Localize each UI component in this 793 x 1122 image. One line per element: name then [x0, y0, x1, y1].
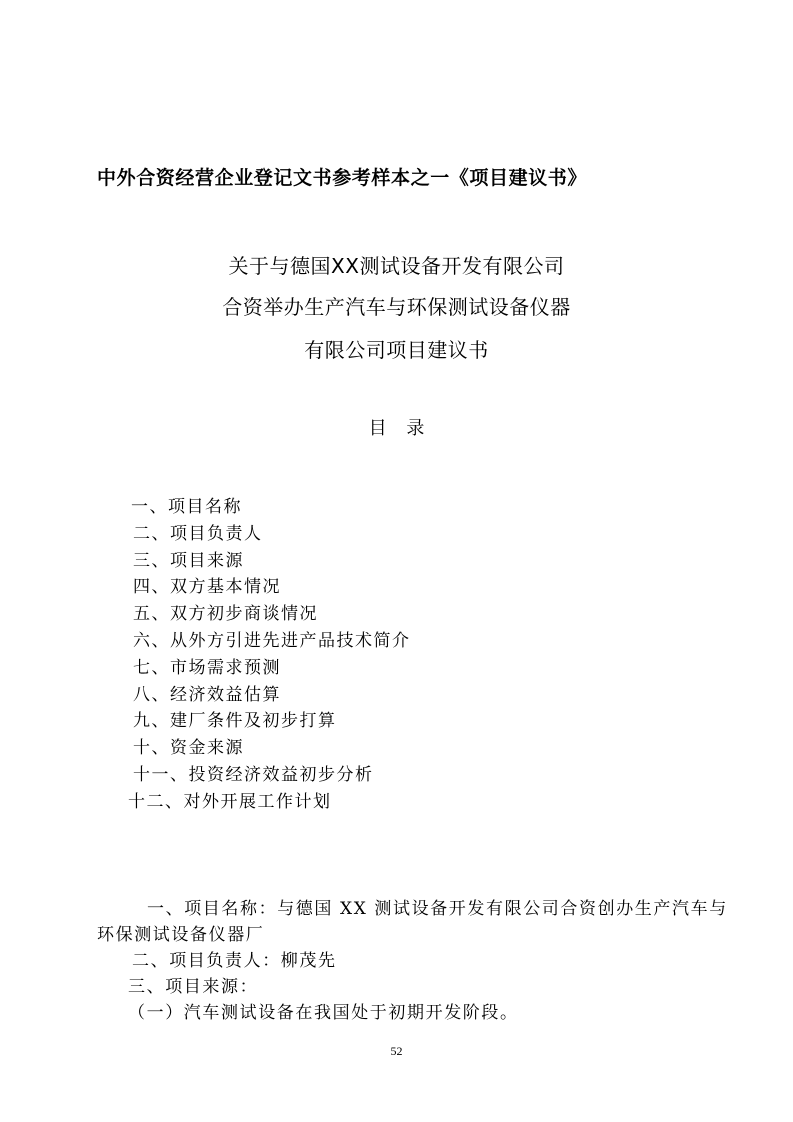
- toc-item: 三、项目来源: [133, 551, 244, 571]
- toc-item: 六、从外方引进先进产品技术简介: [133, 631, 411, 651]
- toc-item: 十二、对外开展工作计划: [128, 792, 332, 812]
- title-line-1: 关于与德国XX测试设备开发有限公司: [228, 254, 565, 278]
- toc-item: 五、双方初步商谈情况: [133, 604, 318, 624]
- toc-heading: 目 录: [368, 418, 425, 439]
- body-line: （一）汽车测试设备在我国处于初期开发阶段。: [128, 1003, 519, 1023]
- toc-item: 四、双方基本情况: [133, 577, 281, 597]
- body-line: 一、项目名称：与德国 XX 测试设备开发有限公司合资创办生产汽车与: [147, 899, 728, 919]
- toc-item: 七、市场需求预测: [133, 658, 281, 678]
- title-line-3: 有限公司项目建议书: [304, 338, 489, 362]
- toc-item: 九、建厂条件及初步打算: [133, 711, 337, 731]
- toc-item: 一、项目名称: [131, 497, 242, 517]
- toc-item: 十一、投资经济效益初步分析: [133, 765, 374, 785]
- document-header: 中外合资经营企业登记文书参考样本之一《项目建议书》: [97, 167, 588, 189]
- title-line-2: 合资举办生产汽车与环保测试设备仪器: [222, 295, 571, 319]
- body-line: 环保测试设备仪器厂: [97, 925, 265, 945]
- body-line: 三、项目来源：: [128, 977, 259, 997]
- body-line: 二、项目负责人：柳茂先: [132, 951, 337, 971]
- toc-item: 八、经济效益估算: [133, 685, 281, 705]
- toc-item: 二、项目负责人: [133, 524, 263, 544]
- page-number: 52: [390, 1044, 403, 1058]
- toc-item: 十、资金来源: [133, 738, 244, 758]
